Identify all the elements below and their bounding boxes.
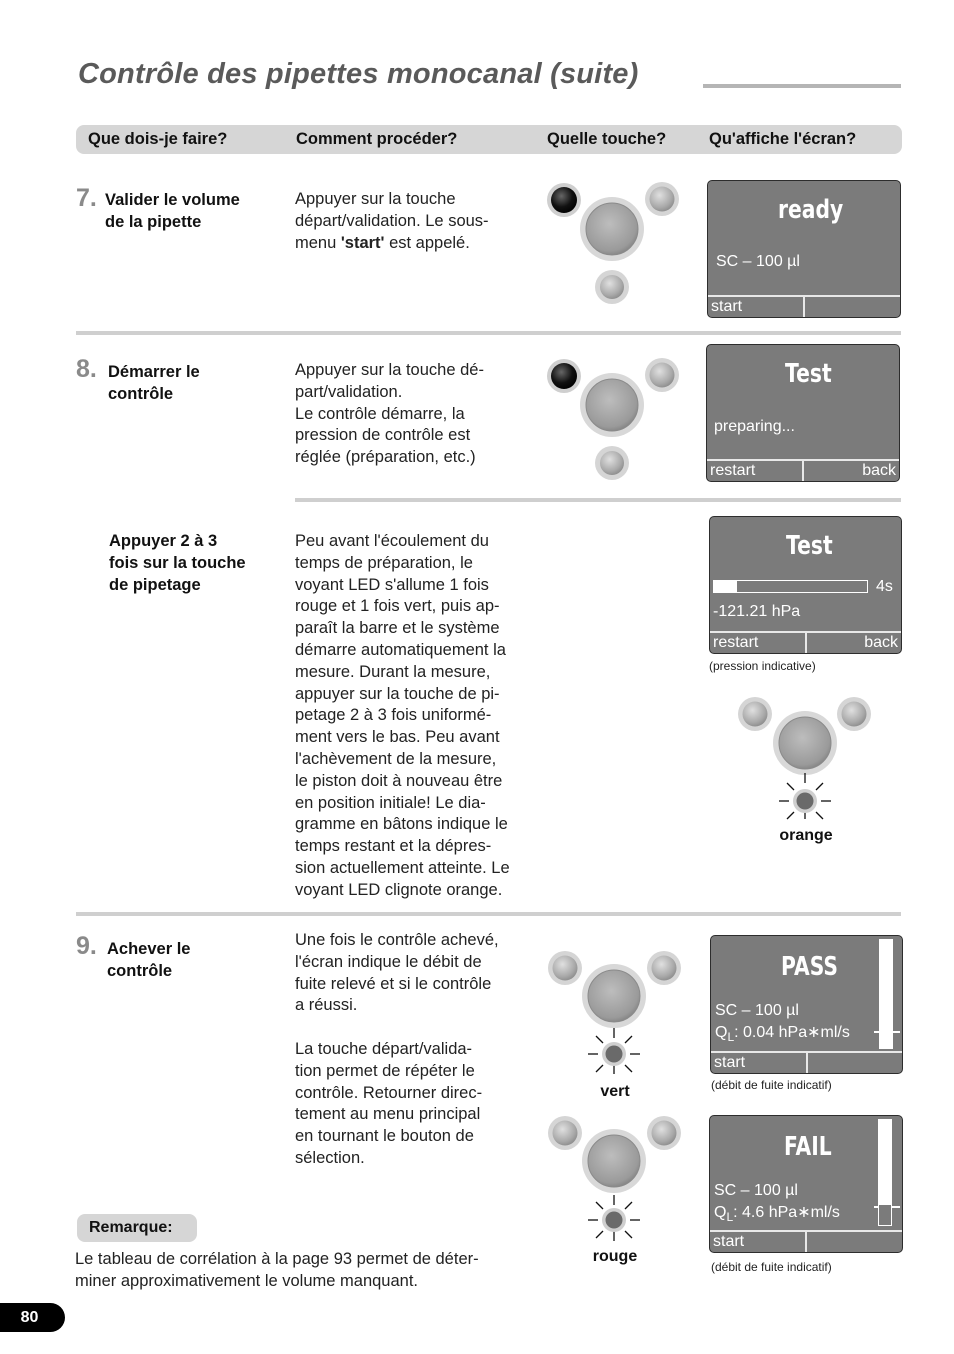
header-col-how: Comment procéder?: [296, 130, 458, 148]
substep-screen-softkeys: [710, 631, 901, 653]
softkey-restart: restart: [710, 462, 756, 479]
title-rule: [703, 84, 901, 88]
step-7-number: 7.: [76, 184, 97, 212]
page-title: Contrôle des pipettes monocanal (suite): [78, 58, 639, 90]
softkey-start: start: [714, 1054, 746, 1071]
step-7-keypad-icon: [544, 177, 684, 307]
step-8-screen-softkeys: [707, 459, 899, 481]
step-7-description-bold: 'start': [340, 233, 385, 252]
softkey-back: back: [862, 462, 896, 479]
section-divider: [295, 498, 901, 502]
step-9-description: Une fois le contrôle achevé, l'écran indique le débit de fuite relevé et si le contrôle a réussi. La touche départ/valida- tion permet de répéter le contrôle. Retourner direc- tement au menu principal en tournant le bouton de sélection.: [295, 931, 499, 1167]
softkey-separator: [806, 1053, 808, 1073]
softkey-separator: [805, 1232, 807, 1252]
pass-screen-heading: PASS: [781, 952, 839, 982]
pass-screen: [710, 935, 903, 1074]
softkey-start: start: [713, 1233, 745, 1250]
softkey-start: start: [711, 298, 743, 315]
step-7-screen-heading: ready: [778, 195, 844, 225]
substep-screen: [709, 516, 902, 654]
note-label: Remarque:: [77, 1214, 197, 1242]
pass-caption: (débit de fuite indicatif): [711, 1078, 832, 1092]
ql-subscript: L: [727, 1030, 735, 1045]
pass-screen-softkeys: [711, 1051, 902, 1073]
fail-screen: [709, 1115, 903, 1253]
leak-rate-gauge: [879, 939, 893, 1049]
pass-screen-volume: SC – 100 µl: [715, 1002, 799, 1019]
header-col-key: Quelle touche?: [547, 130, 667, 148]
step-8-screen-heading: Test: [785, 359, 832, 389]
step-7-description-text: Appuyer sur la touche départ/validation. Le sous- menu: [295, 190, 489, 252]
softkey-restart: restart: [713, 634, 759, 651]
substep-description: Peu avant l'écoulement du temps de préparation, le voyant LED s'allume 1 fois rouge et 1 fois vert, puis ap- paraît la barre et le système démarre automatiquement la mesure. Durant la mesure, appuyer sur la touche de pi- petage 2 à 3 fois uniformé- ment vers le bas. Peu avant l'achèvement de la mesure, le piston doit à nouveau être en position initiale! Le dia- gramme en bâtons indique le temps restant et la dépres- sion actuellement atteinte. Le voyant LED clignote orange.: [295, 532, 510, 899]
page-number: 80: [0, 1303, 65, 1332]
fail-screen-volume: SC – 100 µl: [714, 1182, 798, 1199]
step-8-screen: [706, 344, 900, 482]
step-9-fail-keypad-icon: [544, 1113, 689, 1243]
substep-screen-heading: Test: [786, 531, 833, 561]
pressure-readout: -121.21 hPa: [713, 603, 801, 620]
led-orange-label: orange: [779, 827, 833, 844]
progress-bar-fill: [714, 581, 737, 592]
ql-subscript: L: [726, 1210, 734, 1225]
note-text: Le tableau de corrélation à la page 93 permet de déter- miner approximativement le volume manquant.: [75, 1250, 479, 1290]
header-col-screen: Qu'affiche l'écran?: [709, 130, 857, 148]
softkey-separator: [802, 461, 804, 481]
step-7-description: [295, 189, 489, 254]
led-green-label: vert: [600, 1083, 630, 1100]
ql-symbol: Q: [714, 1204, 727, 1221]
ql-symbol: Q: [715, 1024, 728, 1041]
gauge-empty-segment: [878, 1204, 892, 1226]
led-red-label: rouge: [592, 1248, 638, 1265]
pressure-caption: (pression indicative): [709, 659, 816, 673]
section-divider: [76, 912, 901, 916]
gauge-threshold-mark: [874, 1031, 900, 1033]
softkey-separator: [803, 297, 805, 317]
fail-screen-heading: FAIL: [784, 1132, 832, 1162]
step-7-title: Valider le volume de la pipette: [105, 191, 240, 231]
progress-bar: [713, 580, 868, 593]
step-8-title: Démarrer le contrôle: [108, 363, 200, 403]
step-9-title: Achever le contrôle: [107, 940, 191, 980]
fail-screen-leak-rate: [714, 1202, 840, 1224]
ql-value: : 0.04 hPa∗ml/s: [734, 1024, 850, 1041]
leak-rate-gauge: [878, 1119, 892, 1214]
softkey-separator: [805, 633, 807, 653]
step-7-screen-softkeys: [708, 295, 900, 317]
column-header-bar: [76, 125, 902, 154]
fail-screen-softkeys: [710, 1230, 902, 1252]
ql-value: : 4.6 hPa∗ml/s: [733, 1204, 840, 1221]
step-8-number: 8.: [76, 355, 97, 383]
step-7-screen: [707, 180, 901, 318]
softkey-back: back: [864, 634, 898, 651]
pass-screen-leak-rate: [715, 1022, 850, 1044]
step-7-screen-volume: SC – 100 µl: [716, 253, 800, 270]
step-8-description: Appuyer sur la touche dé- part/validation. Le contrôle démarre, la pression de contrôle est réglée (préparation, etc.): [295, 361, 484, 467]
header-col-what: Que dois-je faire?: [88, 130, 228, 148]
step-7-description-tail: est appelé.: [384, 233, 470, 252]
fail-caption: (débit de fuite indicatif): [711, 1260, 832, 1274]
progress-timer: 4s: [876, 578, 893, 595]
substep-keypad-icon: [735, 693, 885, 823]
step-9-pass-keypad-icon: [544, 948, 689, 1078]
substep-title: Appuyer 2 à 3 fois sur la touche de pipetage: [109, 532, 246, 594]
step-9-number: 9.: [76, 932, 97, 960]
step-8-screen-status: preparing...: [714, 418, 795, 435]
step-8-keypad-icon: [544, 353, 684, 483]
section-divider: [76, 331, 901, 335]
